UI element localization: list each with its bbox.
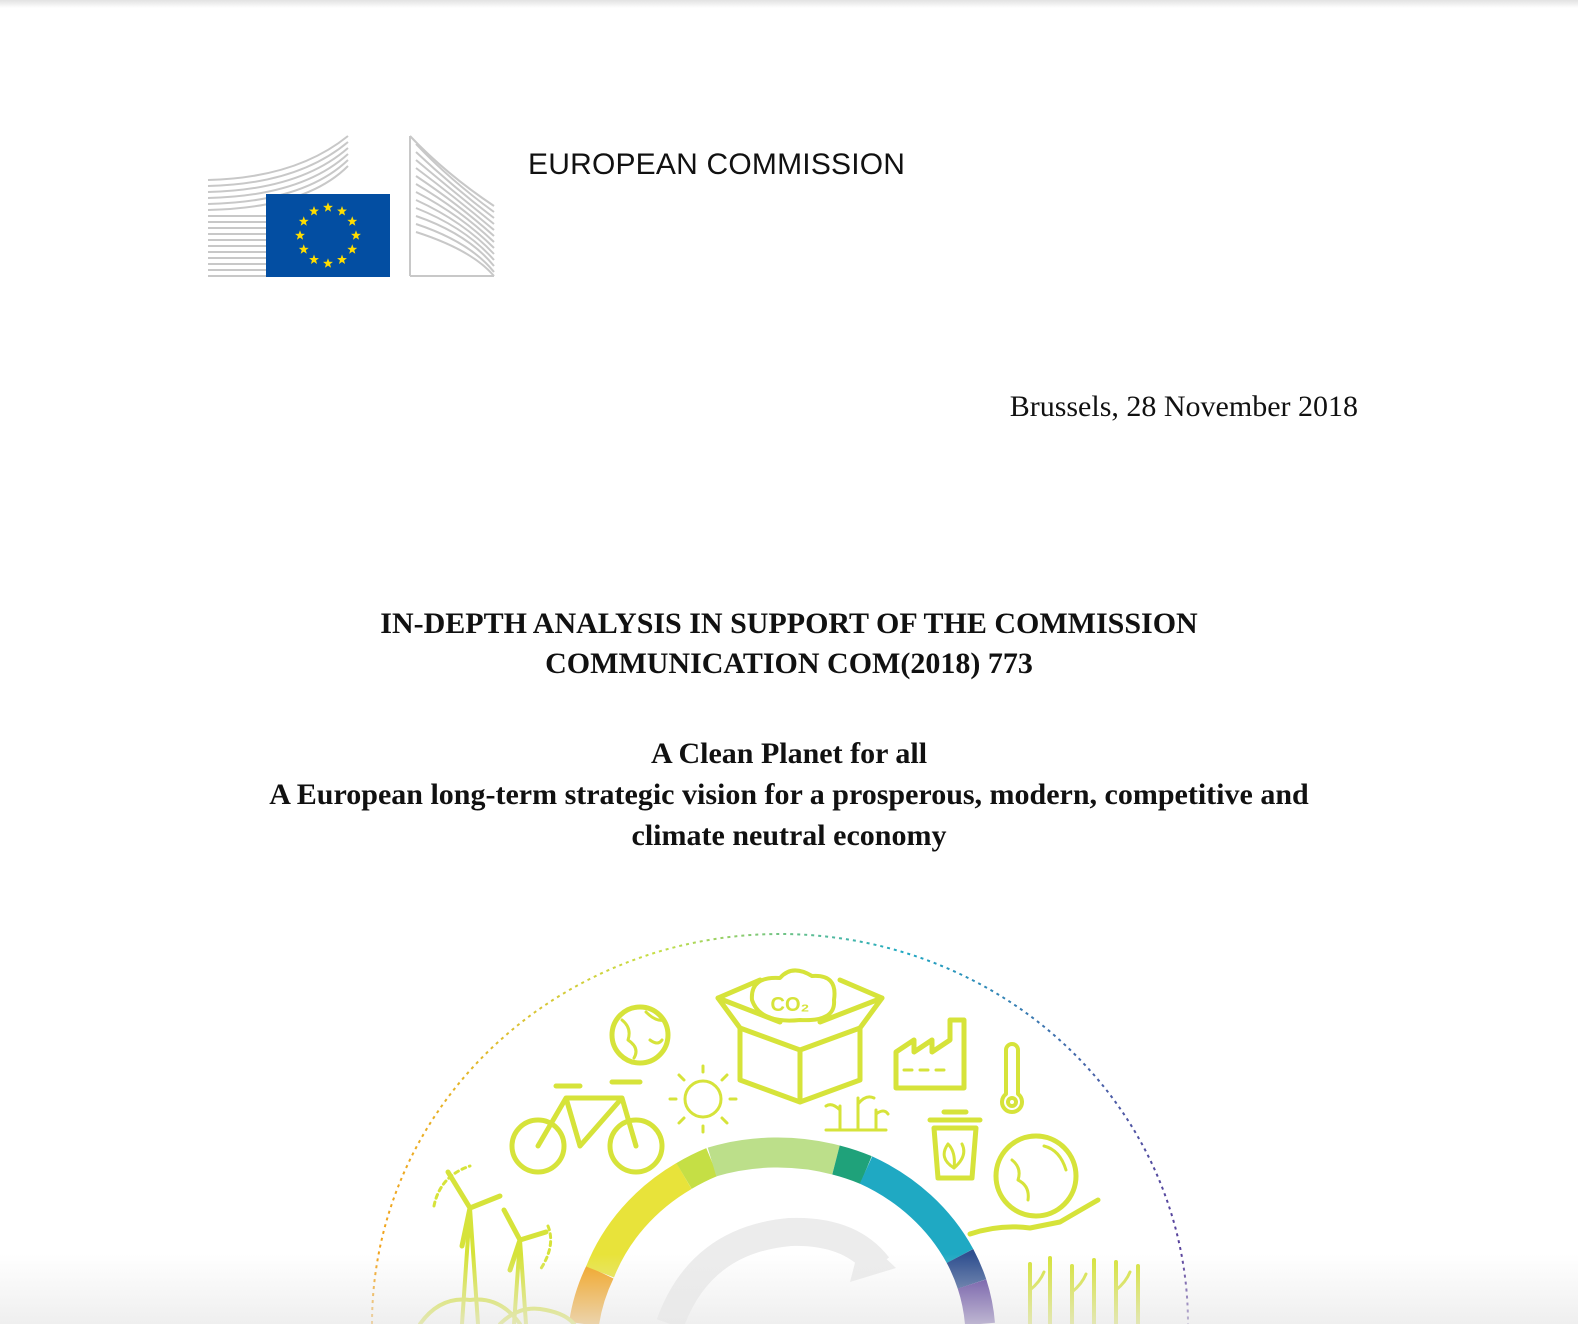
organization-name: EUROPEAN COMMISSION — [528, 148, 906, 181]
seedlings-icon — [826, 1097, 888, 1130]
date-line: Brussels, 28 November 2018 — [1009, 390, 1358, 423]
title-line-3: climate neutral economy — [631, 819, 947, 852]
title-line-2: A European long-term strategic vision for a prosperous, modern, competitive and — [269, 778, 1309, 811]
factory-icon — [896, 1020, 964, 1088]
document-heading — [0, 604, 1578, 684]
bicycle-icon — [512, 1082, 662, 1172]
title-line-1: A Clean Planet for all — [650, 737, 928, 770]
thermometer-icon — [1002, 1044, 1022, 1112]
recycle-bin-icon — [930, 1112, 980, 1178]
co2-label: CO₂ — [770, 994, 810, 1016]
document-title — [0, 733, 1578, 856]
globe-icon — [612, 1007, 668, 1063]
european-commission-logo — [206, 134, 498, 280]
co2-box-icon — [718, 970, 882, 1102]
sun-icon — [670, 1066, 736, 1132]
bottom-edge-fade — [0, 1254, 1578, 1324]
earth-in-hand-icon — [970, 1136, 1098, 1234]
heading-line-2: COMMUNICATION COM(2018) 773 — [545, 647, 1033, 680]
top-edge-shadow — [0, 0, 1578, 8]
berlaymont-lines-right — [410, 136, 494, 276]
heading-line-1: IN-DEPTH ANALYSIS IN SUPPORT OF THE COMMISSION — [380, 607, 1198, 640]
